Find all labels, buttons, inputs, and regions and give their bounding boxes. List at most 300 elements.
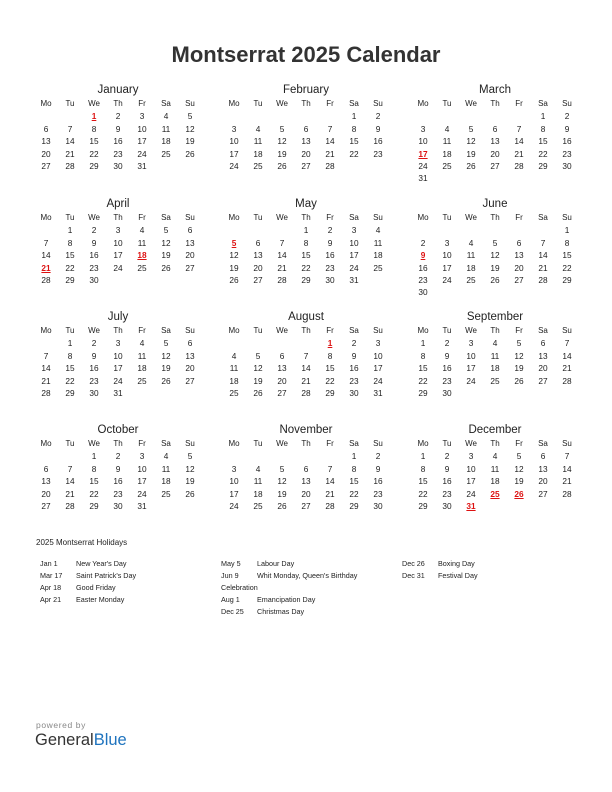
- day-cell: 12: [229, 250, 239, 261]
- day-cell: 11: [229, 363, 239, 374]
- day-cell: 1: [564, 225, 570, 236]
- day-cell: 31: [418, 173, 428, 184]
- weekday-label: Th: [301, 213, 311, 222]
- day-cell: 20: [538, 363, 548, 374]
- day-cell: 14: [325, 136, 335, 147]
- day-cell: 9: [91, 350, 97, 361]
- day-cell: 3: [231, 463, 237, 474]
- day-cell: 15: [65, 363, 75, 374]
- day-cell: 29: [418, 387, 428, 398]
- day-cell: 1: [91, 451, 97, 462]
- day-cell: 13: [301, 136, 311, 147]
- holiday-date: Celebration: [221, 583, 258, 592]
- day-cell: 22: [301, 262, 311, 273]
- day-cell: 7: [303, 350, 309, 361]
- month-days-grid: [222, 212, 390, 286]
- day-cell: 10: [466, 463, 476, 474]
- day-cell: 14: [562, 463, 572, 474]
- day-cell: 27: [538, 488, 548, 499]
- day-cell: 15: [349, 476, 359, 487]
- weekday-label: Fr: [326, 326, 334, 335]
- day-cell: 21: [65, 148, 75, 159]
- empty-cell: [294, 110, 318, 122]
- day-cell: 31: [113, 387, 123, 398]
- day-cell: 30: [442, 500, 452, 511]
- day-cell: 11: [466, 250, 476, 261]
- weekday-label: Sa: [349, 439, 359, 448]
- day-cell: 18: [253, 148, 263, 159]
- day-cell: 13: [41, 136, 51, 147]
- weekday-label: Tu: [65, 99, 75, 108]
- day-cell: 14: [65, 476, 75, 487]
- day-cell: 10: [113, 350, 123, 361]
- day-cell: 8: [303, 237, 309, 248]
- empty-cell: [222, 224, 246, 236]
- day-cell: 11: [490, 350, 500, 361]
- day-cell: 7: [67, 123, 73, 134]
- day-cell: 10: [418, 136, 428, 147]
- day-cell: 7: [516, 123, 522, 134]
- day-cell: 7: [43, 237, 49, 248]
- holiday-row: [221, 570, 357, 582]
- weekday-label: Mo: [228, 213, 240, 222]
- weekday-label: Tu: [65, 439, 75, 448]
- day-cell: 25: [253, 500, 263, 511]
- holiday-day: 1: [91, 111, 97, 122]
- weekday-label: Tu: [442, 439, 452, 448]
- weekday-label: Th: [301, 439, 311, 448]
- day-cell: 12: [277, 476, 287, 487]
- holiday-row: [402, 570, 478, 582]
- day-cell: 15: [65, 250, 75, 261]
- holiday-row: [40, 558, 136, 570]
- day-cell: 8: [67, 237, 73, 248]
- holiday-date: May 5: [221, 559, 241, 568]
- weekday-label: Su: [185, 99, 195, 108]
- day-cell: 29: [301, 274, 311, 285]
- day-cell: 30: [418, 287, 428, 298]
- holiday-row: [40, 582, 136, 594]
- weekday-label: We: [465, 439, 477, 448]
- empty-cell: [222, 337, 246, 349]
- day-cell: 25: [466, 274, 476, 285]
- day-cell: 7: [43, 350, 49, 361]
- day-cell: 23: [89, 375, 99, 386]
- day-cell: 5: [516, 451, 522, 462]
- holiday-day: 5: [231, 237, 237, 248]
- day-cell: 13: [185, 350, 195, 361]
- day-cell: 13: [41, 476, 51, 487]
- month-days-grid: [222, 98, 390, 172]
- weekday-label: Fr: [138, 326, 146, 335]
- day-cell: 4: [492, 451, 498, 462]
- day-cell: 12: [514, 463, 524, 474]
- holiday-day: 18: [137, 250, 147, 261]
- day-cell: 3: [444, 237, 450, 248]
- day-cell: 24: [466, 488, 476, 499]
- month-name: April: [106, 198, 130, 210]
- day-cell: 27: [185, 375, 195, 386]
- month-days-grid: [411, 438, 579, 512]
- holiday-row: [221, 594, 357, 606]
- day-cell: 11: [137, 237, 147, 248]
- holiday-column: [402, 558, 478, 582]
- day-cell: 4: [139, 338, 145, 349]
- holiday-name: Labour Day: [257, 559, 295, 568]
- day-cell: 22: [65, 375, 75, 386]
- day-cell: 12: [514, 350, 524, 361]
- day-cell: 31: [349, 274, 359, 285]
- day-cell: 18: [161, 136, 171, 147]
- month-name: May: [295, 198, 317, 210]
- weekday-label: Tu: [253, 439, 263, 448]
- day-cell: 2: [91, 338, 97, 349]
- weekday-label: Fr: [515, 326, 523, 335]
- weekday-label: Th: [301, 99, 311, 108]
- day-cell: 14: [277, 250, 287, 261]
- day-cell: 21: [277, 262, 287, 273]
- holiday-day: 31: [466, 500, 476, 511]
- day-cell: 22: [349, 488, 359, 499]
- weekday-label: We: [465, 213, 477, 222]
- day-cell: 27: [41, 500, 51, 511]
- day-cell: 6: [43, 463, 49, 474]
- day-cell: 6: [303, 463, 309, 474]
- day-cell: 8: [91, 123, 97, 134]
- day-cell: 11: [161, 463, 171, 474]
- day-cell: 26: [185, 148, 195, 159]
- holiday-column: [221, 558, 357, 618]
- weekday-label: Sa: [161, 439, 171, 448]
- day-cell: 22: [418, 488, 428, 499]
- month-name: November: [279, 424, 333, 436]
- month-name: June: [482, 198, 508, 210]
- empty-cell: [294, 337, 318, 349]
- day-cell: 3: [468, 451, 474, 462]
- day-cell: 16: [349, 363, 359, 374]
- day-cell: 19: [185, 476, 195, 487]
- day-cell: 6: [255, 237, 261, 248]
- holiday-date: Dec 31: [402, 571, 425, 580]
- day-cell: 7: [327, 463, 333, 474]
- day-cell: 20: [185, 250, 195, 261]
- day-cell: 18: [137, 363, 147, 374]
- day-cell: 12: [161, 350, 171, 361]
- weekday-label: Tu: [253, 213, 263, 222]
- day-cell: 3: [115, 225, 121, 236]
- day-cell: 27: [277, 387, 287, 398]
- day-cell: 7: [540, 237, 546, 248]
- day-cell: 21: [325, 488, 335, 499]
- day-cell: 19: [277, 148, 287, 159]
- day-cell: 23: [373, 488, 383, 499]
- empty-cell: [58, 450, 82, 462]
- month-june: [411, 197, 579, 299]
- weekday-label: Tu: [442, 99, 452, 108]
- weekday-label: Sa: [161, 213, 171, 222]
- day-cell: 28: [325, 500, 335, 511]
- day-cell: 3: [139, 451, 145, 462]
- empty-cell: [34, 337, 58, 349]
- day-cell: 9: [91, 237, 97, 248]
- month-september: [411, 310, 579, 399]
- day-cell: 19: [466, 148, 476, 159]
- day-cell: 4: [139, 225, 145, 236]
- day-cell: 23: [442, 375, 452, 386]
- day-cell: 29: [65, 387, 75, 398]
- weekday-label: Fr: [515, 99, 523, 108]
- day-cell: 2: [115, 111, 121, 122]
- day-cell: 2: [375, 111, 381, 122]
- holiday-row: [221, 582, 357, 594]
- day-cell: 11: [490, 463, 500, 474]
- month-name: October: [97, 424, 139, 436]
- month-name: August: [288, 311, 324, 323]
- day-cell: 9: [115, 123, 121, 134]
- day-cell: 4: [255, 463, 261, 474]
- day-cell: 28: [562, 375, 572, 386]
- day-cell: 13: [253, 250, 263, 261]
- empty-cell: [246, 337, 270, 349]
- weekday-label: Fr: [515, 439, 523, 448]
- day-cell: 7: [564, 451, 570, 462]
- day-cell: 21: [538, 262, 548, 273]
- empty-cell: [459, 110, 483, 122]
- day-cell: 8: [91, 463, 97, 474]
- day-cell: 29: [349, 500, 359, 511]
- day-cell: 9: [564, 123, 570, 134]
- empty-cell: [270, 110, 294, 122]
- day-cell: 22: [65, 262, 75, 273]
- day-cell: 27: [301, 160, 311, 171]
- weekday-label: We: [276, 99, 288, 108]
- day-cell: 28: [562, 488, 572, 499]
- day-cell: 24: [229, 160, 239, 171]
- month-december: [411, 423, 579, 512]
- day-cell: 11: [253, 476, 263, 487]
- month-may: [222, 197, 390, 286]
- day-cell: 28: [65, 160, 75, 171]
- month-days-grid: [34, 98, 202, 172]
- day-cell: 15: [301, 250, 311, 261]
- day-cell: 6: [43, 123, 49, 134]
- day-cell: 16: [113, 136, 123, 147]
- month-january: [34, 83, 202, 172]
- brand-general: General: [35, 731, 94, 749]
- holiday-day: 21: [41, 262, 51, 273]
- day-cell: 31: [137, 160, 147, 171]
- day-cell: 6: [279, 350, 285, 361]
- day-cell: 8: [327, 350, 333, 361]
- day-cell: 9: [115, 463, 121, 474]
- day-cell: 1: [420, 338, 426, 349]
- holiday-name: Festival Day: [438, 571, 478, 580]
- day-cell: 16: [442, 363, 452, 374]
- day-cell: 1: [303, 225, 309, 236]
- day-cell: 22: [89, 488, 99, 499]
- day-cell: 3: [115, 338, 121, 349]
- day-cell: 14: [65, 136, 75, 147]
- holiday-name: Easter Monday: [76, 595, 125, 604]
- day-cell: 14: [41, 250, 51, 261]
- day-cell: 26: [514, 375, 524, 386]
- day-cell: 5: [255, 350, 261, 361]
- holiday-name: Christmas Day: [257, 607, 305, 616]
- day-cell: 16: [373, 136, 383, 147]
- holiday-name: Emancipation Day: [257, 595, 316, 604]
- empty-cell: [435, 224, 459, 236]
- weekday-label: Su: [562, 99, 572, 108]
- weekday-label: Sa: [349, 99, 359, 108]
- weekday-label: Fr: [138, 213, 146, 222]
- weekday-label: Sa: [538, 326, 548, 335]
- brand-blue: Blue: [93, 731, 127, 749]
- day-cell: 13: [185, 237, 195, 248]
- day-cell: 1: [420, 451, 426, 462]
- day-cell: 26: [466, 160, 476, 171]
- day-cell: 7: [564, 338, 570, 349]
- weekday-label: Sa: [161, 326, 171, 335]
- day-cell: 16: [418, 262, 428, 273]
- weekday-label: Su: [185, 213, 195, 222]
- day-cell: 24: [418, 160, 428, 171]
- holiday-date: Dec 25: [221, 607, 244, 616]
- empty-cell: [507, 110, 531, 122]
- day-cell: 22: [325, 375, 335, 386]
- day-cell: 22: [538, 148, 548, 159]
- empty-cell: [507, 224, 531, 236]
- day-cell: 29: [89, 500, 99, 511]
- holiday-date: Apr 18: [40, 583, 62, 592]
- day-cell: 2: [115, 451, 121, 462]
- holiday-name: Good Friday: [76, 583, 116, 592]
- weekday-label: We: [88, 213, 100, 222]
- day-cell: 27: [490, 160, 500, 171]
- day-cell: 8: [351, 123, 357, 134]
- day-cell: 3: [375, 338, 381, 349]
- weekday-label: Sa: [538, 439, 548, 448]
- day-cell: 7: [279, 237, 285, 248]
- day-cell: 30: [373, 500, 383, 511]
- day-cell: 5: [468, 123, 474, 134]
- day-cell: 27: [538, 375, 548, 386]
- day-cell: 28: [65, 500, 75, 511]
- day-cell: 27: [185, 262, 195, 273]
- day-cell: 24: [137, 148, 147, 159]
- day-cell: 23: [325, 262, 335, 273]
- day-cell: 6: [540, 338, 546, 349]
- day-cell: 13: [301, 476, 311, 487]
- day-cell: 15: [418, 363, 428, 374]
- day-cell: 5: [492, 237, 498, 248]
- weekday-label: Su: [373, 326, 383, 335]
- empty-cell: [294, 450, 318, 462]
- weekday-label: Tu: [65, 213, 75, 222]
- day-cell: 17: [137, 136, 147, 147]
- day-cell: 12: [161, 237, 171, 248]
- day-cell: 21: [41, 375, 51, 386]
- day-cell: 2: [444, 338, 450, 349]
- weekday-label: We: [276, 213, 288, 222]
- day-cell: 3: [231, 123, 237, 134]
- day-cell: 29: [562, 274, 572, 285]
- day-cell: 7: [67, 463, 73, 474]
- holiday-date: Aug 1: [221, 595, 240, 604]
- day-cell: 3: [420, 123, 426, 134]
- day-cell: 13: [538, 463, 548, 474]
- day-cell: 26: [161, 375, 171, 386]
- holiday-day: 1: [327, 338, 333, 349]
- day-cell: 27: [301, 500, 311, 511]
- day-cell: 10: [466, 350, 476, 361]
- day-cell: 20: [301, 148, 311, 159]
- weekday-label: Th: [490, 326, 500, 335]
- day-cell: 12: [185, 123, 195, 134]
- day-cell: 18: [490, 476, 500, 487]
- month-days-grid: [222, 325, 390, 399]
- day-cell: 5: [279, 123, 285, 134]
- day-cell: 27: [514, 274, 524, 285]
- holiday-row: [40, 594, 136, 606]
- day-cell: 16: [89, 363, 99, 374]
- weekday-label: Tu: [442, 326, 452, 335]
- day-cell: 25: [137, 375, 147, 386]
- day-cell: 8: [540, 123, 546, 134]
- weekday-label: Fr: [326, 99, 334, 108]
- weekday-label: Su: [373, 99, 383, 108]
- month-july: [34, 310, 202, 399]
- weekday-label: Mo: [40, 326, 52, 335]
- day-cell: 15: [325, 363, 335, 374]
- day-cell: 10: [349, 237, 359, 248]
- day-cell: 25: [161, 488, 171, 499]
- day-cell: 4: [375, 225, 381, 236]
- day-cell: 30: [89, 274, 99, 285]
- day-cell: 12: [185, 463, 195, 474]
- holiday-day: 25: [490, 488, 500, 499]
- day-cell: 23: [89, 262, 99, 273]
- generalblue-logo[interactable]: [35, 731, 127, 750]
- day-cell: 28: [41, 274, 51, 285]
- day-cell: 14: [562, 350, 572, 361]
- weekday-label: Mo: [417, 439, 429, 448]
- empty-cell: [483, 110, 507, 122]
- day-cell: 9: [444, 463, 450, 474]
- day-cell: 23: [442, 488, 452, 499]
- day-cell: 26: [490, 274, 500, 285]
- holiday-row: [40, 570, 136, 582]
- month-april: [34, 197, 202, 286]
- weekday-label: Sa: [349, 213, 359, 222]
- empty-cell: [246, 110, 270, 122]
- day-cell: 23: [418, 274, 428, 285]
- holiday-row: [221, 606, 357, 618]
- day-cell: 13: [538, 350, 548, 361]
- weekday-label: We: [276, 439, 288, 448]
- day-cell: 30: [349, 387, 359, 398]
- day-cell: 15: [418, 476, 428, 487]
- day-cell: 9: [327, 237, 333, 248]
- day-cell: 19: [185, 136, 195, 147]
- day-cell: 10: [137, 123, 147, 134]
- powered-by-text: powered by: [36, 720, 86, 730]
- day-cell: 19: [490, 262, 500, 273]
- day-cell: 22: [89, 148, 99, 159]
- weekday-label: We: [88, 326, 100, 335]
- empty-cell: [246, 224, 270, 236]
- day-cell: 1: [351, 111, 357, 122]
- day-cell: 16: [325, 250, 335, 261]
